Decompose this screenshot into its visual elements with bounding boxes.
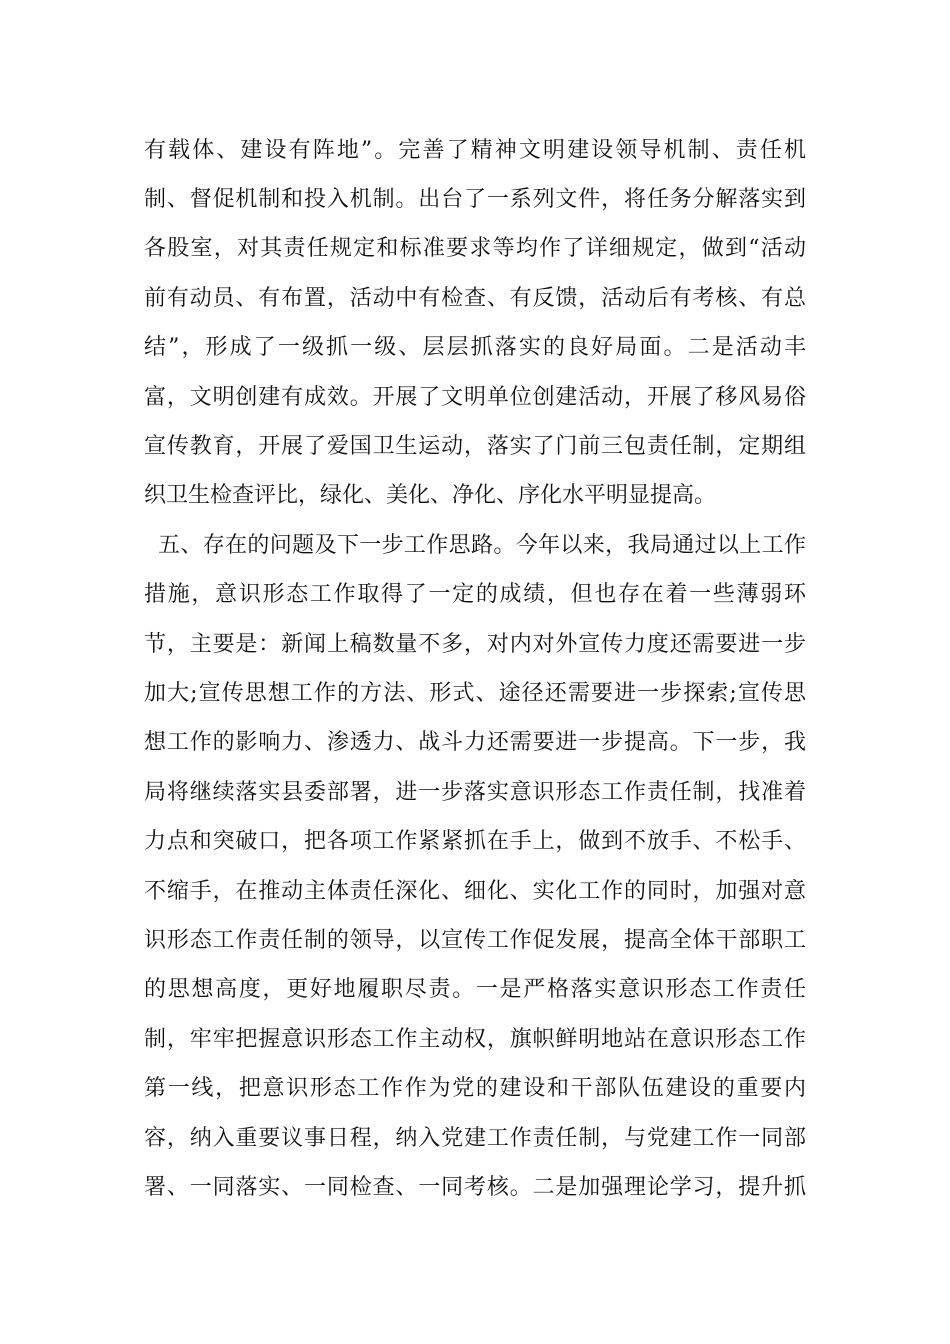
text-line: 第一线，把意识形态工作作为党的建设和干部队伍建设的重要内: [144, 1076, 806, 1101]
text-line: 织卫生检查评比，绿化、美化、净化、序化水平明显提高。: [144, 483, 717, 508]
text-line: 制，牢牢把握意识形态工作主动权，旗帜鲜明地站在意识形态工作: [144, 1027, 806, 1052]
text-line: 识形态工作责任制的领导，以宣传工作促发展，提高全体干部职工: [144, 928, 806, 953]
text-line: 宣传教育，开展了爱国卫生运动，落实了门前三包责任制，定期组: [144, 434, 806, 459]
text-line: 容，纳入重要议事日程，纳入党建工作责任制，与党建工作一同部: [144, 1126, 806, 1151]
text-line: 结”，形成了一级抓一级、层层抓落实的良好局面。二是活动丰: [144, 335, 806, 360]
text-line: 措施，意识形态工作取得了一定的成绩，但也存在着一些薄弱环: [144, 582, 806, 607]
text-line: 力点和突破口，把各项工作紧紧抓在手上，做到不放手、不松手、: [144, 829, 806, 854]
text-line: 富，文明创建有成效。开展了文明单位创建活动，开展了移风易俗: [144, 385, 806, 410]
text-line: 各股室，对其责任规定和标准要求等均作了详细规定，做到“活动: [144, 236, 806, 261]
text-line: 想工作的影响力、渗透力、战斗力还需要进一步提高。下一步，我: [144, 730, 806, 755]
text-line: 局将继续落实县委部署，进一步落实意识形态工作责任制，找准着: [144, 780, 806, 805]
text-line: 署、一同落实、一同检查、一同考核。二是加强理论学习，提升抓: [144, 1175, 806, 1200]
text-line: 制、督促机制和投入机制。出台了一系列文件，将任务分解落实到: [144, 187, 806, 212]
text-line: 节，主要是：新闻上稿数量不多，对内对外宣传力度还需要进一步: [144, 632, 806, 657]
text-line: 不缩手，在推动主体责任深化、细化、实化工作的同时，加强对意: [144, 879, 806, 904]
text-line: 加大;宣传思想工作的方法、形式、途径还需要进一步探索;宣传思: [144, 681, 806, 706]
text-line: 的思想高度，更好地履职尽责。一是严格落实意识形态工作责任: [144, 977, 806, 1002]
text-line: 有载体、建设有阵地”。完善了精神文明建设领导机制、责任机: [144, 138, 806, 163]
section-heading-line: 五、存在的问题及下一步工作思路。今年以来，我局通过以上工作: [158, 533, 806, 558]
text-line: 前有动员、有布置，活动中有检查、有反馈，活动后有考核、有总: [144, 286, 806, 311]
